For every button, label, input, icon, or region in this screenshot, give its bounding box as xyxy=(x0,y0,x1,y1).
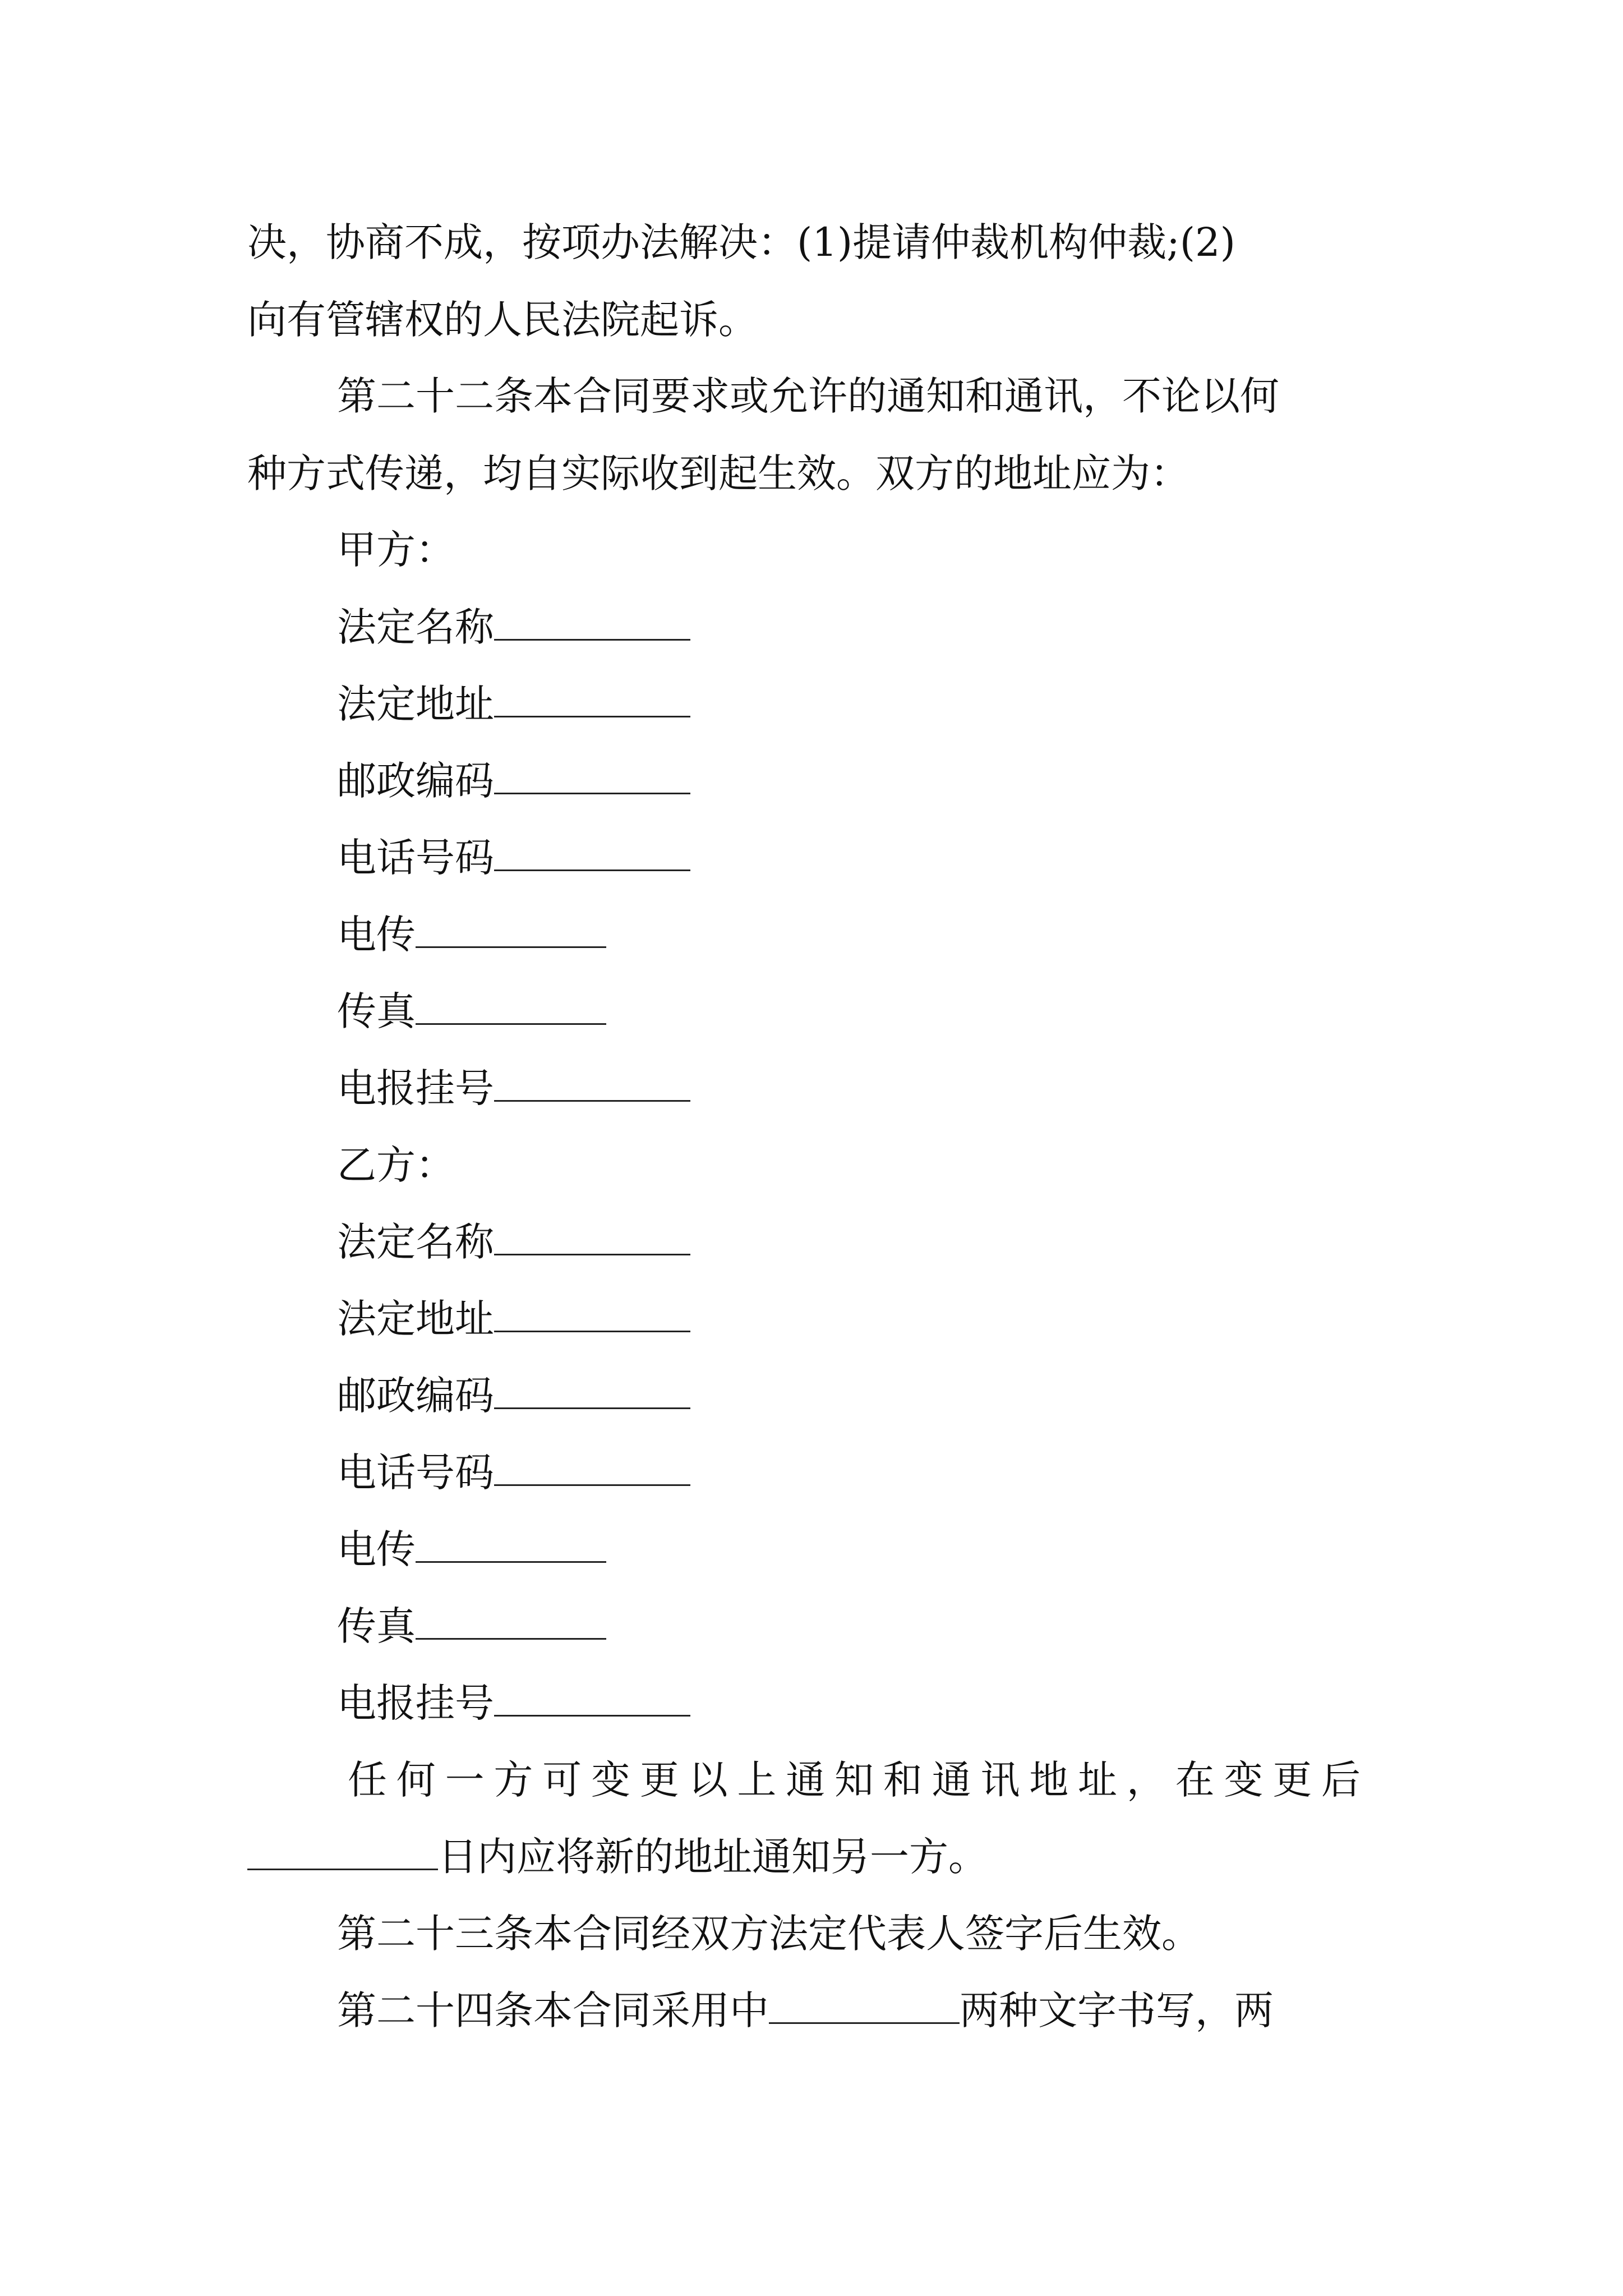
party-b-postal-code-row xyxy=(337,1368,690,1424)
fill-in-blank xyxy=(494,1214,690,1255)
article-22-line-1: 第二十二条本合同要求或允许的通知和通讯，不论以何 xyxy=(337,373,1279,419)
party-a-legal-name-row xyxy=(337,599,690,655)
fill-in-blank xyxy=(416,984,606,1025)
article-23: 第二十三条本合同经双方法定代表人签字后生效。 xyxy=(337,1911,1201,1957)
party-a-fax-row xyxy=(337,983,606,1039)
party-b-telex-row xyxy=(337,1521,606,1577)
field-label: 法定名称 xyxy=(337,1219,494,1265)
fill-in-blank xyxy=(494,600,690,641)
field-label: 电传 xyxy=(337,1526,416,1572)
field-label: 法定地址 xyxy=(337,1296,494,1342)
fill-in-blank xyxy=(494,753,690,794)
fill-in-blank xyxy=(247,1829,438,1870)
article-24-prefix: 第二十四条本合同采用中 xyxy=(337,1987,769,2033)
party-b-heading: 乙方： xyxy=(337,1142,455,1188)
fill-in-blank xyxy=(494,1445,690,1486)
field-label: 邮政编码 xyxy=(337,758,494,804)
dispute-clause-line-1: 决，协商不成，按项办法解决：(1)提请仲裁机构仲裁;(2) xyxy=(247,219,1235,265)
field-label: 电报挂号 xyxy=(337,1680,494,1726)
fill-in-blank xyxy=(494,1061,690,1102)
dispute-clause-line-2: 向有管辖权的人民法院起诉。 xyxy=(247,297,758,343)
party-a-phone-row xyxy=(337,830,690,886)
fill-in-blank xyxy=(494,830,690,871)
field-label: 电话号码 xyxy=(337,835,494,881)
field-label: 传真 xyxy=(337,988,416,1034)
fill-in-blank xyxy=(416,1599,606,1640)
field-label: 法定地址 xyxy=(337,681,494,727)
field-label: 邮政编码 xyxy=(337,1373,494,1419)
fill-in-blank xyxy=(416,907,606,948)
article-24-line-1 xyxy=(337,1982,1274,2039)
fill-in-blank xyxy=(494,1676,690,1717)
fill-in-blank xyxy=(769,1983,960,2024)
field-label: 传真 xyxy=(337,1603,416,1649)
address-change-line-1: 任何一方可变更以上通知和通讯地址，在变更后 xyxy=(348,1757,1370,1803)
party-b-phone-row xyxy=(337,1444,690,1501)
address-change-text: 日内应将新的地址通知另一方。 xyxy=(438,1834,988,1880)
party-a-heading: 甲方： xyxy=(337,527,455,573)
fill-in-blank xyxy=(494,1291,690,1332)
field-label: 电传 xyxy=(337,912,416,958)
field-label: 电话号码 xyxy=(337,1450,494,1496)
field-label: 电报挂号 xyxy=(337,1065,494,1111)
address-change-line-2 xyxy=(247,1829,988,1885)
party-a-legal-address-row xyxy=(337,676,690,732)
party-a-postal-code-row xyxy=(337,753,690,809)
article-22-line-2: 种方式传递，均自实际收到起生效。双方的地址应为： xyxy=(247,450,1189,496)
party-a-telex-row xyxy=(337,907,606,963)
party-b-legal-address-row xyxy=(337,1291,690,1347)
field-label: 法定名称 xyxy=(337,604,494,650)
party-b-legal-name-row xyxy=(337,1214,690,1270)
fill-in-blank xyxy=(416,1522,606,1563)
party-a-cable-row xyxy=(337,1060,690,1116)
fill-in-blank xyxy=(494,677,690,717)
article-24-suffix: 两种文字书写，两 xyxy=(960,1987,1274,2033)
party-b-cable-row xyxy=(337,1675,690,1731)
party-b-fax-row xyxy=(337,1598,606,1654)
fill-in-blank xyxy=(494,1368,690,1409)
